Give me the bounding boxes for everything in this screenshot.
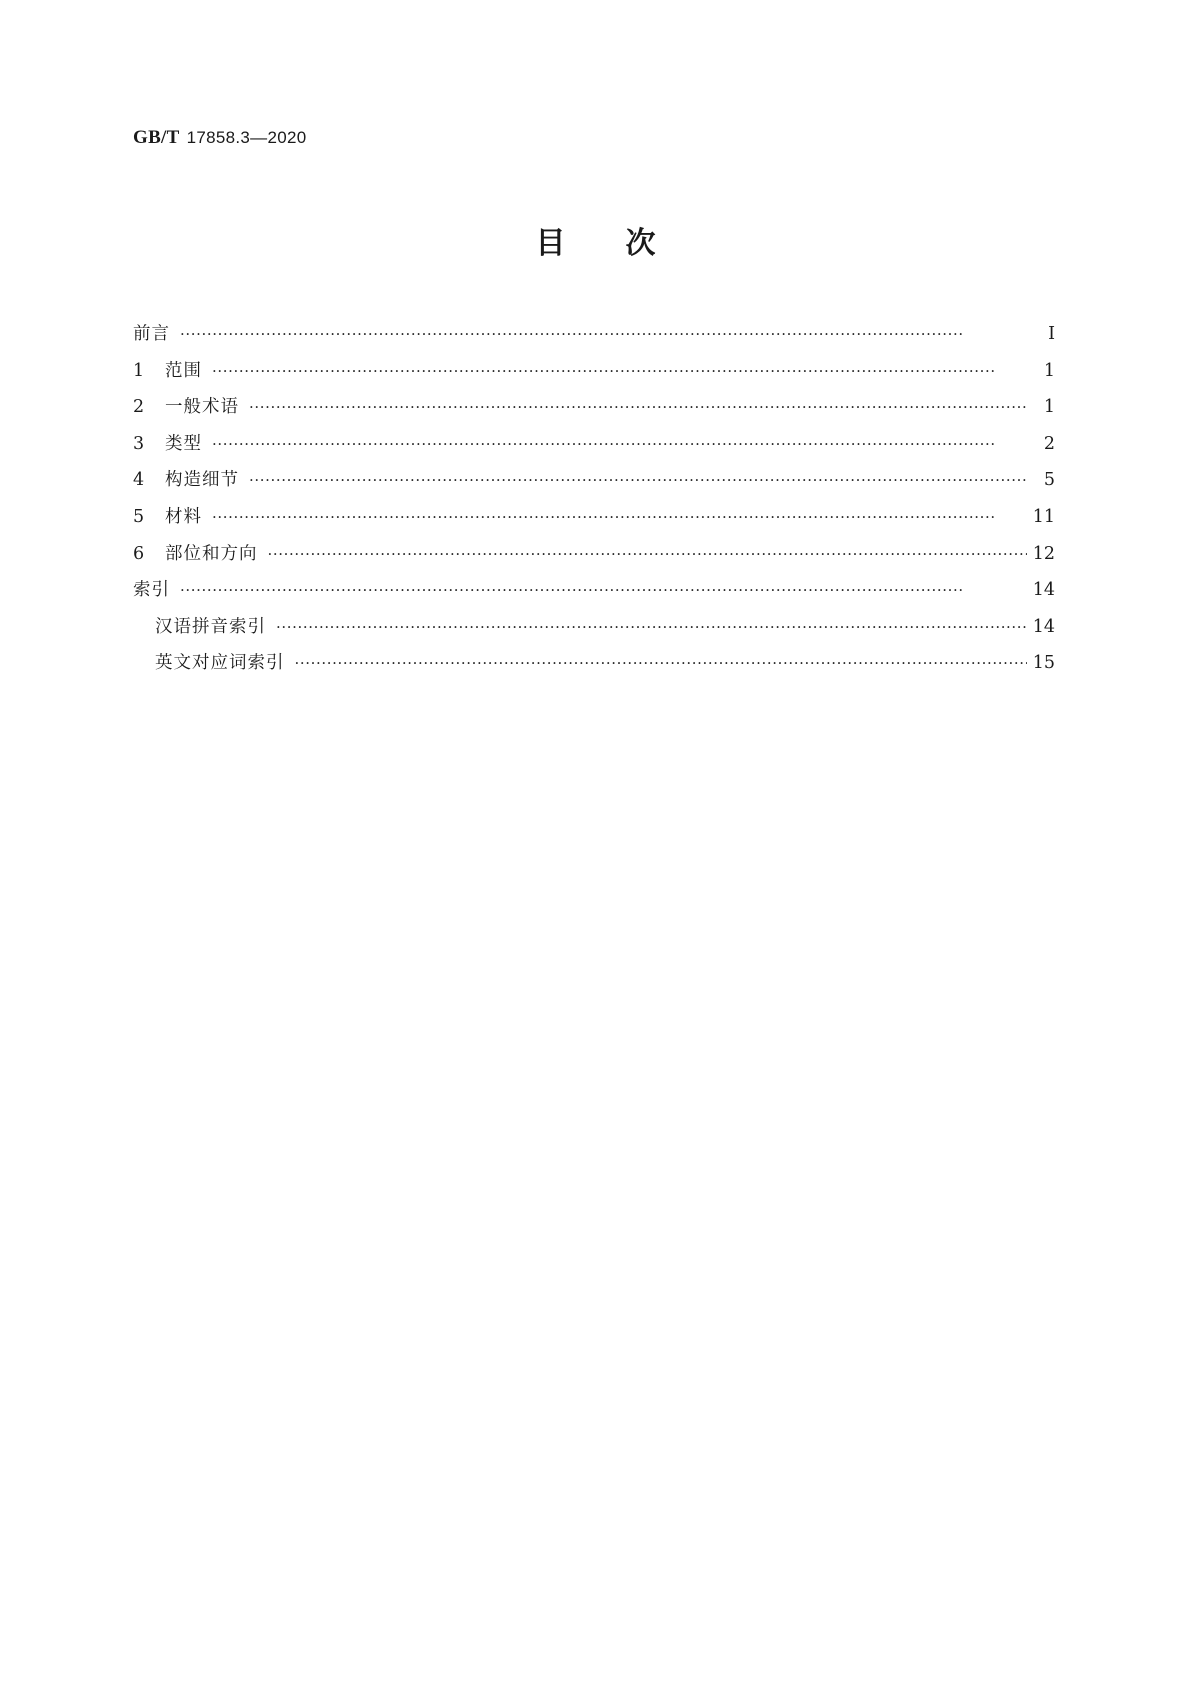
toc-entry-english-index[interactable] (133, 651, 1055, 688)
toc-dot-leader (268, 542, 1027, 566)
toc-entry-label: 类型 (165, 433, 202, 454)
toc-entry-label: 汉语拼音索引 (155, 616, 266, 637)
toc-entry-label: 范围 (165, 360, 202, 381)
toc-entry-index[interactable] (133, 578, 1055, 615)
toc-entry-label: 部位和方向 (165, 543, 258, 564)
toc-entry-foreword[interactable] (133, 322, 1055, 359)
toc-entry-page: 14 (1032, 616, 1055, 637)
toc-entry-scope[interactable] (133, 359, 1055, 396)
standard-code (133, 127, 306, 149)
toc-entry-label: 材料 (165, 506, 202, 527)
toc-entry-construction-details[interactable] (133, 468, 1055, 505)
toc-dot-leader (276, 615, 1027, 639)
toc-title: 目次 (535, 226, 716, 261)
toc-entry-page: 1 (1043, 360, 1055, 381)
toc-entry-parts-and-directions[interactable] (133, 542, 1055, 579)
toc-entry-page: 15 (1032, 653, 1055, 674)
toc-entry-number: 6 (133, 543, 145, 564)
toc-dot-leader (180, 322, 1027, 346)
toc-entry-number: 1 (133, 360, 145, 381)
toc-dot-leader (212, 359, 1027, 383)
toc-entry-page: 14 (1032, 580, 1055, 601)
toc-dot-leader (249, 468, 1027, 492)
toc-entry-label: 构造细节 (165, 470, 239, 491)
toc-entry-number: 5 (133, 506, 145, 527)
toc-entry-label: 一般术语 (165, 397, 239, 418)
toc-entry-number: 4 (133, 470, 145, 491)
toc-entry-page: 1 (1043, 397, 1055, 418)
toc-entry-label: 前言 (133, 324, 170, 344)
table-of-contents (133, 322, 1055, 688)
standard-code-prefix: GB/T (133, 127, 180, 148)
toc-dot-leader (249, 395, 1027, 419)
toc-entry-materials[interactable] (133, 505, 1055, 542)
toc-entry-label: 索引 (133, 580, 170, 601)
toc-dot-leader (212, 432, 1027, 456)
toc-entry-page: 2 (1043, 433, 1055, 454)
toc-entry-types[interactable] (133, 432, 1055, 469)
toc-entry-number: 3 (133, 433, 145, 454)
toc-dot-leader (180, 578, 1027, 602)
toc-entry-pinyin-index[interactable] (133, 615, 1055, 652)
toc-entry-label: 英文对应词索引 (155, 653, 285, 674)
toc-entry-number: 2 (133, 397, 145, 418)
toc-entry-page: 11 (1032, 506, 1055, 527)
toc-entry-page: 5 (1043, 470, 1055, 491)
toc-dot-leader (295, 651, 1027, 675)
toc-entry-page: 12 (1032, 543, 1055, 564)
standard-code-number: 17858.3—2020 (186, 128, 307, 147)
toc-dot-leader (212, 505, 1027, 529)
toc-entry-page: Ⅰ (1048, 324, 1055, 344)
toc-entry-general-terms[interactable] (133, 395, 1055, 432)
